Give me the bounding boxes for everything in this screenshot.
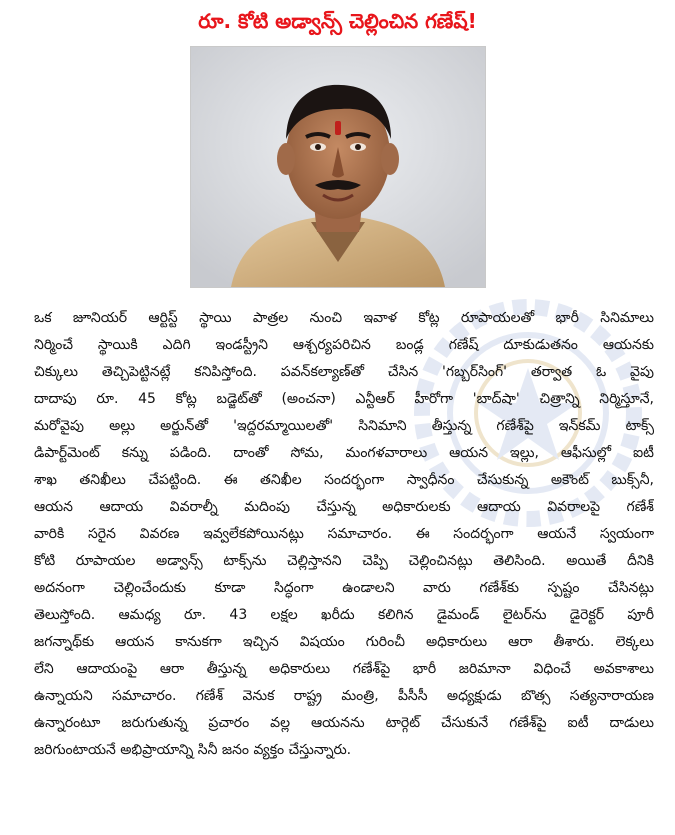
article-line: వారికి సరైన వివరణ ఇవ్వలేకపోయినట్లు సమాచారం. ఈ సందర్భంగా ఆయనే స్వయంగా xyxy=(34,526,654,542)
article-line: డిపార్ట్‌మెంట్ కన్ను పడింది. దాంతో సోమ, మంగళవారాలు ఆయన ఇల్లు, ఆఫీసుల్లో ఐటీ xyxy=(34,445,654,461)
article-body xyxy=(34,305,654,764)
article-line: లేని ఆదాయంపై ఆరా తీస్తున్న అధికారులు గణేశ్‌పై భారీ జరిమానా విధించే అవకాశాలు xyxy=(34,661,654,677)
article-line: చిక్కులు తెచ్చిపెట్టినట్లే కనిపిస్తోంది. పవన్‌కల్యాణ్‌తో చేసిన 'గబ్బర్‌సింగ్' తర్వాత ఓ వైపు xyxy=(34,364,654,380)
article-line: మరోవైపు అల్లు అర్జున్‌తో 'ఇద్దరమ్మాయిలతో' సినిమాని తీస్తున్న గణేశ్‌పై ఇన్‌కమ్ టాక్స్ xyxy=(34,418,654,434)
article-line: నిర్మించే స్థాయికి ఎదిగి ఇండస్ట్రీని ఆశ్చర్యపరిచిన బండ్ల గణేష్ దూకుడుతనం ఆయనకు xyxy=(34,337,654,353)
article-line: ఉన్నాయని సమాచారం. గణేశ్ వెనుక రాష్ట్ర మంత్రి, పీసీసీ అధ్యక్షుడు బొత్స సత్యనారాయణ xyxy=(34,688,654,704)
portrait-illustration xyxy=(191,47,485,287)
article-line: దాదాపు రూ. 45 కోట్ల బడ్జెట్‌తో (అంచనా) ఎన్టీఆర్ హీరోగా 'బాద్‌షా' చిత్రాన్ని నిర్మిస్తూనే, xyxy=(34,391,654,407)
portrait-photo xyxy=(190,46,486,288)
article-line: తెలుస్తోంది. ఆమధ్య రూ. 43 లక్షల ఖరీదు కలిగిన డైమండ్ లైటర్‌ను డైరెక్టర్ పూరీ xyxy=(34,607,654,623)
article-line: అదనంగా చెల్లించేందుకు కూడా సిద్ధంగా ఉండాలని వారు గణేశ్‌కు స్పష్టం చేసినట్లు xyxy=(34,580,654,596)
article-line: జగన్నాథ్‌కు ఆయన కానుకగా ఇచ్చిన విషయం గురించీ అధికారులు ఆరా తీశారు. లెక్కలు xyxy=(34,634,654,650)
article-line: ఉన్నారంటూ జరుగుతున్న ప్రచారం వల్ల ఆయనను టార్గెట్ చేసుకునే గణేశ్‌పై ఐటీ దాడులు xyxy=(34,715,654,731)
article-line: జరిగుంటాయనే అభిప్రాయాన్ని సినీ జనం వ్యక్తం చేస్తున్నారు. xyxy=(34,742,352,758)
article-line: ఆయన ఆదాయ వివరాల్నీ మదింపు చేస్తున్న అధికారులకు ఆదాయ వివరాలపై గణేశ్ xyxy=(34,499,654,515)
article-line: కోటి రూపాయల అడ్వాన్స్ టాక్స్‌ను చెల్లిస్తానని చెప్పి చెల్లించినట్లు తెలిసింది. అయితే దీనికి xyxy=(34,553,654,569)
article-line: శాఖ తనిఖీలు చేపట్టింది. ఈ తనిఖీల సందర్భంగా స్వాధీనం చేసుకున్న అకౌంట్ బుక్స్‌నీ, xyxy=(34,472,654,488)
article-line: ఒక జూనియర్ ఆర్టిస్ట్ స్థాయి పాత్రల నుంచి ఇవాళ కోట్ల రూపాయలతో భారీ సినిమాలు xyxy=(34,310,654,326)
page-title: రూ. కోటి అడ్వాన్స్ చెల్లించిన గణేష్! xyxy=(198,9,477,33)
